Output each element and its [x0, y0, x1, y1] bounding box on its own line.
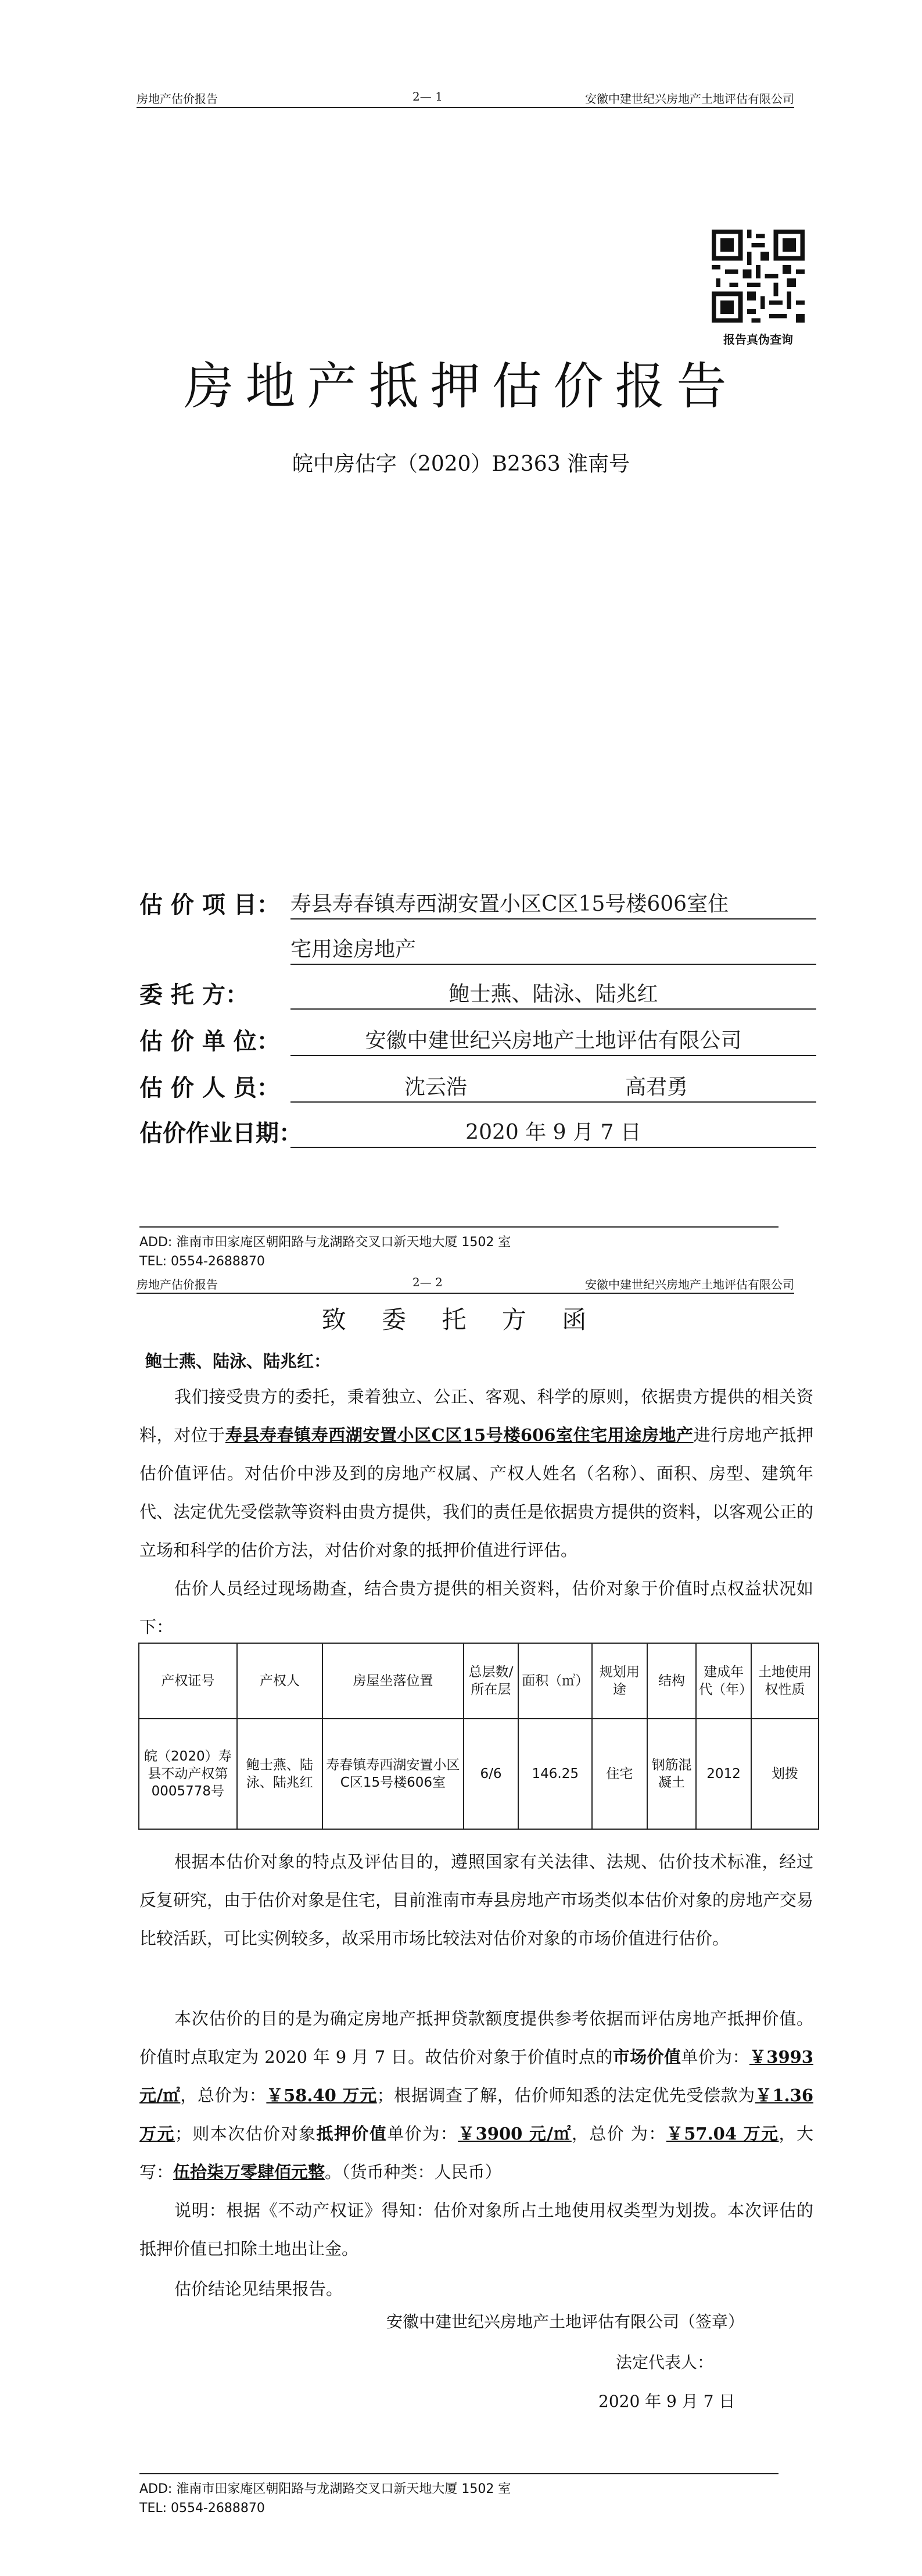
- unit-label: 估 价 单 位：: [139, 1028, 280, 1055]
- paragraph-6: 估价结论见结果报告。: [174, 2279, 343, 2299]
- p1-text-a: 我们接受贵方的委托，秉着独立、公正、客观、科学的原则，依据贵方提供的相关资料，对位于: [139, 1387, 813, 1445]
- th-land-right: 土地使用权性质: [751, 1643, 819, 1719]
- p4-text-g: ；根据调查了解，估价师知悉的法定优先受偿款为: [376, 2085, 755, 2105]
- p1-text-c: 进行房地产抵押估价值评估。对估价中涉及到的房地产权属、产权人姓名（名称）、面积、房型、建筑年代、法定优先受偿款等资料由贵方提供，我们的责任是依据贵方提供的资料，以客观公正的立场和科学的估价方法，对估价对象的抵押价值进行评估。: [139, 1425, 814, 1560]
- p4-text-i: ；则本次估价对象: [174, 2124, 317, 2144]
- footer-tel: TEL: 0554-2688870: [139, 1254, 265, 1269]
- header-right: 安徽中建世纪兴房地产土地评估有限公司: [585, 92, 794, 106]
- project-underline-2: [290, 964, 816, 965]
- date-value: 2020 年 9 月 7 日: [465, 1121, 641, 1144]
- p4-market-total: ￥58.40 万元: [266, 2085, 377, 2105]
- project-underline: [290, 918, 816, 920]
- staff-value-2: 高君勇: [625, 1075, 688, 1099]
- qr-code-icon: [712, 230, 805, 323]
- th-owner: 产权人: [237, 1643, 323, 1719]
- header-right: 安徽中建世纪兴房地产土地评估有限公司: [585, 1278, 794, 1291]
- footer-rule: [139, 1226, 779, 1228]
- p1-property-address: 寿县寿春镇寿西湖安置小区C区15号楼606室住宅用途房地产: [225, 1425, 694, 1445]
- p4-text-o: ，大写：: [139, 2124, 813, 2182]
- signature-representative: 法定代表人：: [616, 2353, 714, 2372]
- client-underline: [290, 1008, 816, 1010]
- footer-rule: [139, 2473, 779, 2474]
- td-location: 寿春镇寿西湖安置小区C区15号楼606室: [322, 1719, 463, 1829]
- header-page-number: 2— 1: [412, 90, 443, 103]
- staff-label: 估 价 人 员：: [139, 1075, 280, 1101]
- th-area: 面积（㎡）: [518, 1643, 591, 1719]
- staff-value-1: 沈云浩: [404, 1075, 467, 1099]
- td-structure: 钢筋混凝土: [647, 1719, 696, 1829]
- project-value-line2: 宅用途房地产: [290, 938, 417, 961]
- th-year: 建成年代（年）: [696, 1643, 751, 1719]
- td-land-right: 划拨: [751, 1719, 819, 1829]
- paragraph-2: 估价人员经过现场勘查，结合贵方提供的相关资料，估价对象于价值时点权益状况如下：: [139, 1579, 813, 1637]
- td-year: 2012: [696, 1719, 751, 1829]
- qr-caption: 报告真伪查询: [723, 332, 793, 346]
- table-header-row: [139, 1643, 819, 1719]
- client-label: 委 托 方：: [139, 982, 249, 1008]
- th-structure: 结构: [647, 1643, 696, 1719]
- client-value: 鲍士燕、陆泳、陆兆红: [449, 982, 658, 1006]
- letter-title: 致 委 托 方 函: [321, 1305, 601, 1334]
- footer-tel: TEL: 0554-2688870: [139, 2501, 265, 2516]
- th-floors: 总层数/所在层: [464, 1643, 519, 1719]
- td-area: 146.25: [518, 1719, 591, 1829]
- p4-text-c: 单价为：: [681, 2047, 749, 2067]
- unit-underline: [290, 1055, 816, 1056]
- p4-text-a: 本次估价的目的是为确定房地产抵押贷款额度提供参考依据而评估房地产抵押价值。价值时点取定为 2020 年 9 月 7 日。故估价对象于价值时点的: [139, 2009, 813, 2067]
- th-use: 规划用途: [592, 1643, 647, 1719]
- paragraph-5: 说明：根据《不动产权证》得知：估价对象所占土地使用权类型为划拨。本次评估的抵押价值已扣除土地出让金。: [139, 2201, 813, 2259]
- salutation: 鲍士燕、陆泳、陆兆红：: [145, 1351, 331, 1371]
- page2-header: [137, 1273, 794, 1294]
- p4-mortgage-total: ￥57.04 万元: [666, 2124, 779, 2144]
- signature-company: 安徽中建世纪兴房地产土地评估有限公司（签章）: [386, 2312, 745, 2331]
- table-row: [139, 1719, 819, 1829]
- footer-address: ADD: 淮南市田家庵区朝阳路与龙湖路交叉口新天地大厦 1502 室: [139, 1235, 511, 1250]
- staff-underline: [290, 1101, 816, 1103]
- th-location: 房屋坐落位置: [322, 1643, 463, 1719]
- project-label: 估 价 项 目：: [139, 892, 280, 918]
- p4-text-e: ，总价为：: [180, 2085, 267, 2105]
- date-label: 估价作业日期：: [139, 1120, 302, 1147]
- p4-text-k: 单价为：: [387, 2124, 458, 2144]
- p4-mortgage-value-label: 抵押价值: [316, 2124, 388, 2144]
- date-underline: [290, 1147, 816, 1148]
- header-page-number: 2— 2: [412, 1275, 443, 1289]
- project-value-line1: 寿县寿春镇寿西湖安置小区C区15号楼606室住: [290, 892, 729, 916]
- p4-market-unit-price: ￥3993 元/㎡: [139, 2047, 813, 2105]
- th-cert-no: 产权证号: [139, 1643, 237, 1719]
- signature-date: 2020 年 9 月 7 日: [598, 2392, 736, 2411]
- footer-address: ADD: 淮南市田家庵区朝阳路与龙湖路交叉口新天地大厦 1502 室: [139, 2482, 511, 2496]
- paragraph-4: [139, 1999, 813, 2191]
- document-number: 皖中房估字（2020）B2363 淮南号: [292, 452, 630, 476]
- td-cert-no: 皖（2020）寿县不动产权第0005778号: [139, 1719, 237, 1829]
- paragraph-3: 根据本估价对象的特点及评估目的，遵照国家有关法律、法规、估价技术标准，经过反复研究，由于估价对象是住宅，目前淮南市寿县房地产市场类似本估价对象的房地产交易比较活跃，可比实例较多，故采用市场比较法对估价对象的市场价值进行估价。: [139, 1852, 814, 1948]
- p4-text-q: 。（货币种类：人民币）: [325, 2162, 502, 2182]
- header-left: 房地产估价报告: [137, 1278, 218, 1291]
- paragraph-1: [139, 1378, 813, 1569]
- report-title: 房地产抵押估价报告: [184, 357, 738, 416]
- unit-value: 安徽中建世纪兴房地产土地评估有限公司: [365, 1029, 742, 1053]
- header-left: 房地产估价报告: [137, 92, 218, 106]
- p4-mortgage-unit-price: ￥3900 元/㎡: [458, 2124, 572, 2144]
- p4-market-value-label: 市场价值: [612, 2047, 681, 2067]
- p4-priority-claim: ￥1.36 万元: [139, 2085, 813, 2144]
- p4-amount-in-words: 伍拾柒万零肆佰元整: [173, 2162, 325, 2182]
- p4-text-m: ，总价 为：: [571, 2124, 666, 2144]
- property-table: [138, 1643, 819, 1830]
- td-floors: 6/6: [464, 1719, 519, 1829]
- page1-header: [137, 87, 794, 108]
- td-owner: 鲍士燕、陆泳、陆兆红: [237, 1719, 323, 1829]
- td-use: 住宅: [592, 1719, 647, 1829]
